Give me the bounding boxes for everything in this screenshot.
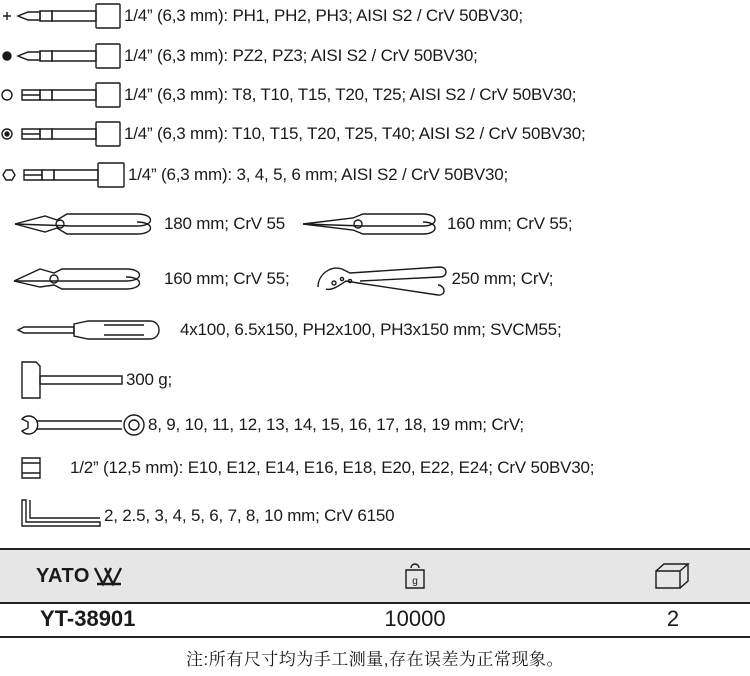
side-cutter-pliers-icon bbox=[10, 261, 160, 297]
weight-cell bbox=[390, 550, 440, 602]
item-pliers-row-1 bbox=[0, 208, 750, 240]
item-text: 250 mm; CrV; bbox=[451, 269, 554, 288]
combination-pliers-icon bbox=[10, 206, 170, 242]
item-hex-keys bbox=[0, 498, 394, 534]
pozidriv-bit-icon bbox=[0, 40, 124, 72]
item-sockets bbox=[0, 452, 594, 484]
torx-bit-icon bbox=[0, 79, 124, 111]
item-text: 160 mm; CrV 55; bbox=[164, 269, 290, 288]
item-text: 1/4” (6,3 mm): T10, T15, T20, T25, T40; AISI S2 / CrV 50BV30; bbox=[124, 124, 586, 143]
item-text: 1/2” (12,5 mm): E10, E12, E14, E16, E18, E20, E22, E24; CrV 50BV30; bbox=[70, 458, 595, 477]
brand-name: YATO bbox=[36, 564, 90, 587]
item-text: 160 mm; CrV 55; bbox=[446, 214, 573, 233]
item-text: 1/4” (6,3 mm): PH1, PH2, PH3; AISI S2 / CrV 50BV30; bbox=[124, 6, 523, 25]
spec-table-values bbox=[0, 602, 750, 638]
measurement-note: 注:所有尺寸均为手工测量,存在误差为正常现象。 bbox=[186, 649, 564, 669]
weight-value: 10000 bbox=[384, 606, 446, 631]
long-nose-pliers-icon bbox=[301, 206, 451, 242]
brand-cell bbox=[36, 550, 146, 602]
item-hex-bits bbox=[0, 159, 508, 191]
item-text: 1/4” (6,3 mm): PZ2, PZ3; AISI S2 / CrV 50BV30; bbox=[124, 46, 478, 65]
item-text: 1/4” (6,3 mm): T8, T10, T15, T20, T25; AISI S2 / CrV 50BV30; bbox=[124, 85, 577, 104]
hex-key-icon bbox=[12, 498, 104, 534]
phillips-bit-icon bbox=[0, 0, 124, 32]
item-text: 4x100, 6.5x150, PH2x100, PH3x150 mm; SVCM55; bbox=[180, 320, 562, 339]
item-text: 300 g; bbox=[126, 370, 173, 389]
socket-icon bbox=[14, 452, 70, 484]
item-ph-bits bbox=[0, 0, 523, 32]
item-text: 180 mm; CrV 55 bbox=[164, 214, 285, 233]
item-wrenches bbox=[0, 409, 524, 441]
item-hammer bbox=[0, 358, 172, 402]
spec-table-header bbox=[0, 548, 750, 604]
yato-logo-icon bbox=[93, 564, 123, 588]
hammer-icon bbox=[14, 358, 126, 402]
item-text: 1/4” (6,3 mm): 3, 4, 5, 6 mm; AISI S2 / CrV 50BV30; bbox=[128, 165, 509, 184]
box-icon bbox=[653, 561, 693, 591]
model-number: YT-38901 bbox=[40, 606, 136, 631]
item-torx-bits-2 bbox=[0, 118, 586, 150]
hex-bit-icon bbox=[0, 159, 128, 191]
item-pz-bits bbox=[0, 40, 478, 72]
item-torx-bits bbox=[0, 79, 576, 111]
item-text: 2, 2.5, 3, 4, 5, 6, 7, 8, 10 mm; CrV 6150 bbox=[104, 506, 395, 525]
combination-wrench-icon bbox=[16, 409, 148, 441]
item-screwdrivers bbox=[0, 314, 561, 346]
box-cell bbox=[648, 550, 698, 602]
torx-tamper-bit-icon bbox=[0, 118, 124, 150]
item-text: 8, 9, 10, 11, 12, 13, 14, 15, 16, 17, 18, 19 mm; CrV; bbox=[148, 415, 524, 434]
water-pump-pliers-icon bbox=[312, 259, 452, 299]
screwdriver-icon bbox=[10, 314, 180, 346]
item-pliers-row-2 bbox=[0, 263, 750, 295]
weight-icon-label: g bbox=[412, 576, 418, 587]
weight-icon bbox=[402, 562, 428, 590]
box-value: 2 bbox=[666, 606, 680, 631]
